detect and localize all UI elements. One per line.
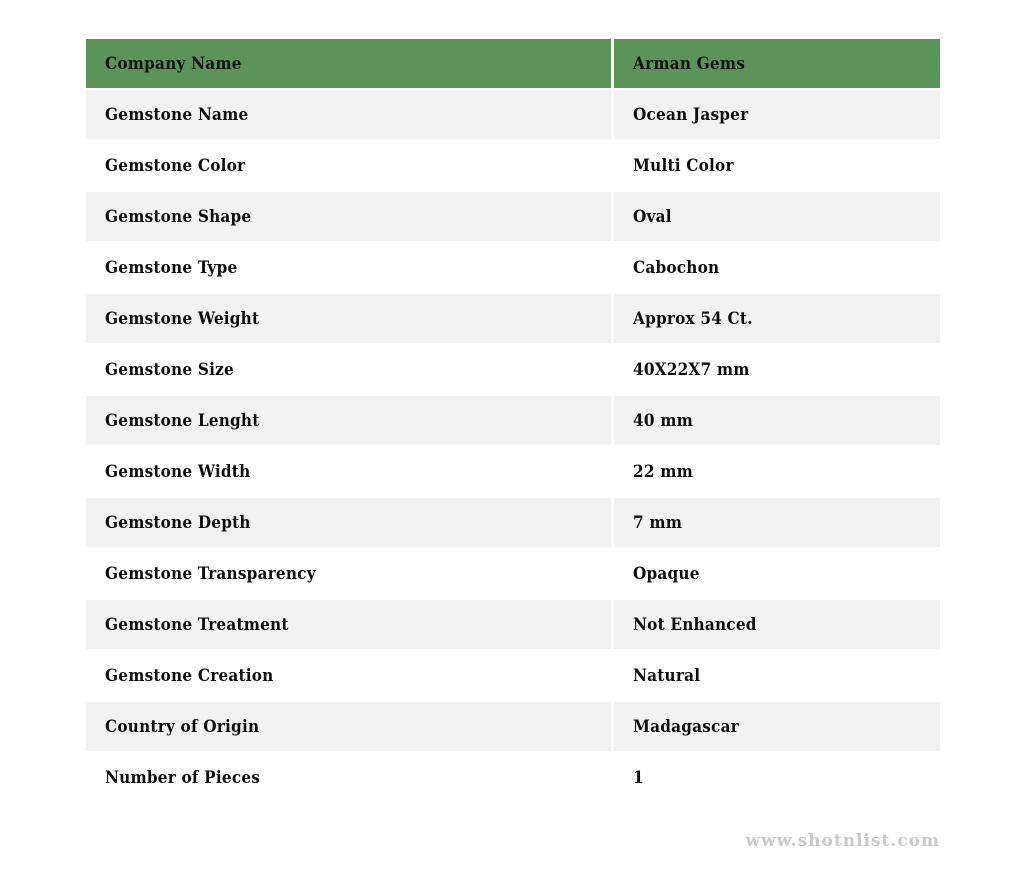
table-row: [86, 396, 940, 445]
row-label-cell: Country of Origin: [86, 702, 611, 751]
row-value-cell: Oval: [614, 192, 940, 241]
row-label-cell: Gemstone Shape: [86, 192, 611, 241]
row-label-cell: Number of Pieces: [86, 753, 611, 802]
row-value-cell: Approx 54 Ct.: [614, 294, 940, 343]
row-value-cell: Opaque: [614, 549, 940, 598]
table-row: [86, 753, 940, 802]
row-value-cell: 40X22X7 mm: [614, 345, 940, 394]
table-row: [86, 192, 940, 241]
row-label-cell: Gemstone Size: [86, 345, 611, 394]
row-value-cell: 1: [614, 753, 940, 802]
watermark-text: www.shotnlist.com: [745, 831, 940, 851]
row-label-cell: Gemstone Creation: [86, 651, 611, 700]
row-label-cell: Gemstone Name: [86, 90, 611, 139]
row-value-cell: 7 mm: [614, 498, 940, 547]
row-label-cell: Gemstone Width: [86, 447, 611, 496]
table-row: [86, 498, 940, 547]
table-row: [86, 345, 940, 394]
row-value-cell: Natural: [614, 651, 940, 700]
row-value-cell: Madagascar: [614, 702, 940, 751]
table-header-row: [86, 39, 940, 88]
table-row: [86, 600, 940, 649]
row-label-cell: Gemstone Lenght: [86, 396, 611, 445]
row-label-cell: Gemstone Color: [86, 141, 611, 190]
header-value-cell: Arman Gems: [614, 39, 940, 88]
table-row: [86, 702, 940, 751]
table-row: [86, 243, 940, 292]
row-value-cell: Ocean Jasper: [614, 90, 940, 139]
row-value-cell: Not Enhanced: [614, 600, 940, 649]
header-label-cell: Company Name: [86, 39, 611, 88]
row-label-cell: Gemstone Type: [86, 243, 611, 292]
table-row: [86, 294, 940, 343]
row-value-cell: Multi Color: [614, 141, 940, 190]
row-value-cell: 22 mm: [614, 447, 940, 496]
table-row: [86, 651, 940, 700]
gemstone-spec-table: [86, 39, 940, 804]
table-row: [86, 90, 940, 139]
row-value-cell: Cabochon: [614, 243, 940, 292]
table-row: [86, 549, 940, 598]
row-label-cell: Gemstone Treatment: [86, 600, 611, 649]
row-label-cell: Gemstone Transparency: [86, 549, 611, 598]
table-row: [86, 141, 940, 190]
row-label-cell: Gemstone Depth: [86, 498, 611, 547]
table-row: [86, 447, 940, 496]
row-label-cell: Gemstone Weight: [86, 294, 611, 343]
row-value-cell: 40 mm: [614, 396, 940, 445]
